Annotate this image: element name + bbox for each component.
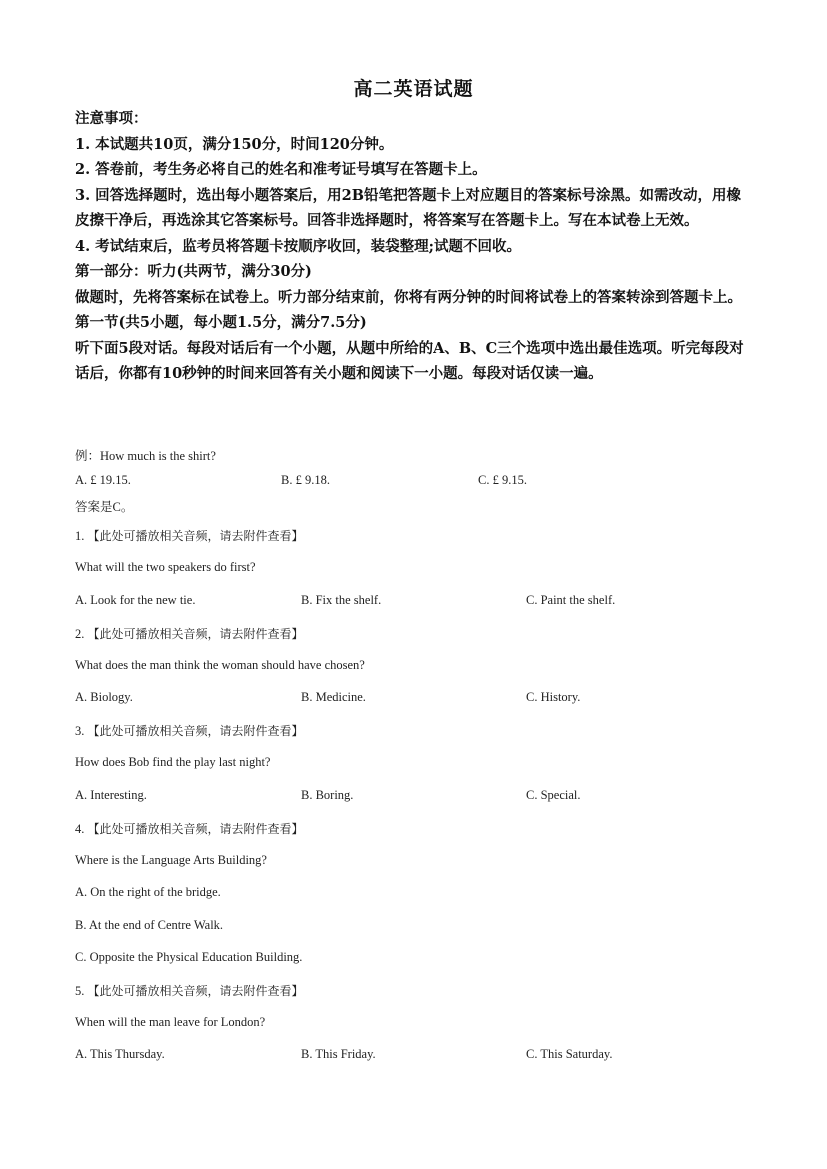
notice-item: 4. 考试结束后，监考员将答题卡按顺序收回，装袋整理;试题不回收。 — [75, 237, 522, 255]
notice-item: 1. 本试题共10页，满分150分，时间120分钟。 — [75, 135, 394, 153]
option-c: C. Paint the shelf. — [526, 593, 616, 607]
part1-instruction: 做题时，先将答案标在试卷上。听力部分结束前，你将有两分钟的时间将试卷上的答案转涂到答题卡上。 — [75, 288, 742, 306]
question-text: When will the man leave for London? — [75, 1015, 266, 1029]
question-text: Where is the Language Arts Building? — [75, 853, 267, 867]
audio-note: 【此处可播放相关音频，请去附件查看】 — [87, 822, 304, 836]
option-b: B. Fix the shelf. — [301, 593, 382, 607]
option-b: B. Boring. — [301, 788, 354, 802]
option-c: C. Special. — [526, 788, 581, 802]
audio-note: 【此处可播放相关音频，请去附件查看】 — [87, 529, 304, 543]
audio-note: 【此处可播放相关音频，请去附件查看】 — [87, 724, 304, 738]
option-c: C. Opposite the Physical Education Building. — [75, 950, 303, 964]
section1-heading: 第一节(共5小题，每小题1.5分，满分7.5分) — [75, 314, 367, 331]
page-title: 高二英语试题 — [353, 78, 474, 100]
audio-note: 【此处可播放相关音频，请去附件查看】 — [87, 627, 304, 641]
question-number: 3. — [75, 724, 85, 738]
example-question: 例：How much is the shirt? — [75, 449, 216, 463]
option-c: C. This Saturday. — [526, 1047, 613, 1061]
notice-block — [75, 106, 755, 387]
option-b: B. This Friday. — [301, 1047, 376, 1061]
option-b: B. At the end of Centre Walk. — [75, 918, 224, 932]
option-b: B. Medicine. — [301, 690, 366, 704]
option-a: A. Interesting. — [75, 788, 147, 802]
option-a: A. Biology. — [75, 690, 133, 704]
audio-note: 【此处可播放相关音频，请去附件查看】 — [87, 984, 304, 998]
question-number: 1. — [75, 529, 85, 543]
notice-heading: 注意事项： — [75, 110, 148, 127]
notice-item: 3. 回答选择题时，选出每小题答案后，用2B铅笔把答题卡上对应题目的答案标号涂黑。如需改动，用橡皮擦干净后，再选涂其它答案标号。回答非选择题时，将答案写在答题卡上。写在本试卷上无效。 — [75, 186, 742, 229]
option-a: A. Look for the new tie. — [75, 593, 196, 607]
question-text: What will the two speakers do first? — [75, 560, 256, 574]
question-number: 4. — [75, 822, 85, 836]
example-option-c: C. £ 9.15. — [478, 473, 527, 487]
example-option-a: A. £ 19.15. — [75, 473, 131, 487]
example-answer: 答案是C。 — [75, 500, 134, 514]
question-text: What does the man think the woman should have chosen? — [75, 658, 365, 672]
question-number: 5. — [75, 984, 85, 998]
section1-instruction: 听下面5段对话。每段对话后有一个小题，从题中所给的A、B、C三个选项中选出最佳选项。听完每段对话后，你都有10秒钟的时间来回答有关小题和阅读下一小题。每段对话仅读一遍。 — [75, 339, 744, 382]
audio-line-5 — [75, 982, 304, 999]
notice-item: 2. 答卷前，考生务必将自己的姓名和准考证号填写在答题卡上。 — [75, 161, 487, 178]
audio-line-2 — [75, 625, 304, 642]
part1-heading: 第一部分：听力(共两节，满分30分) — [75, 263, 312, 280]
audio-line-3 — [75, 722, 304, 739]
question-number: 2. — [75, 627, 85, 641]
example-option-b: B. £ 9.18. — [281, 473, 330, 487]
option-c: C. History. — [526, 690, 581, 704]
question-text: How does Bob find the play last night? — [75, 755, 271, 769]
option-a: A. On the right of the bridge. — [75, 885, 221, 899]
option-a: A. This Thursday. — [75, 1047, 165, 1061]
audio-line-4 — [75, 820, 304, 837]
audio-line-1 — [75, 527, 304, 544]
